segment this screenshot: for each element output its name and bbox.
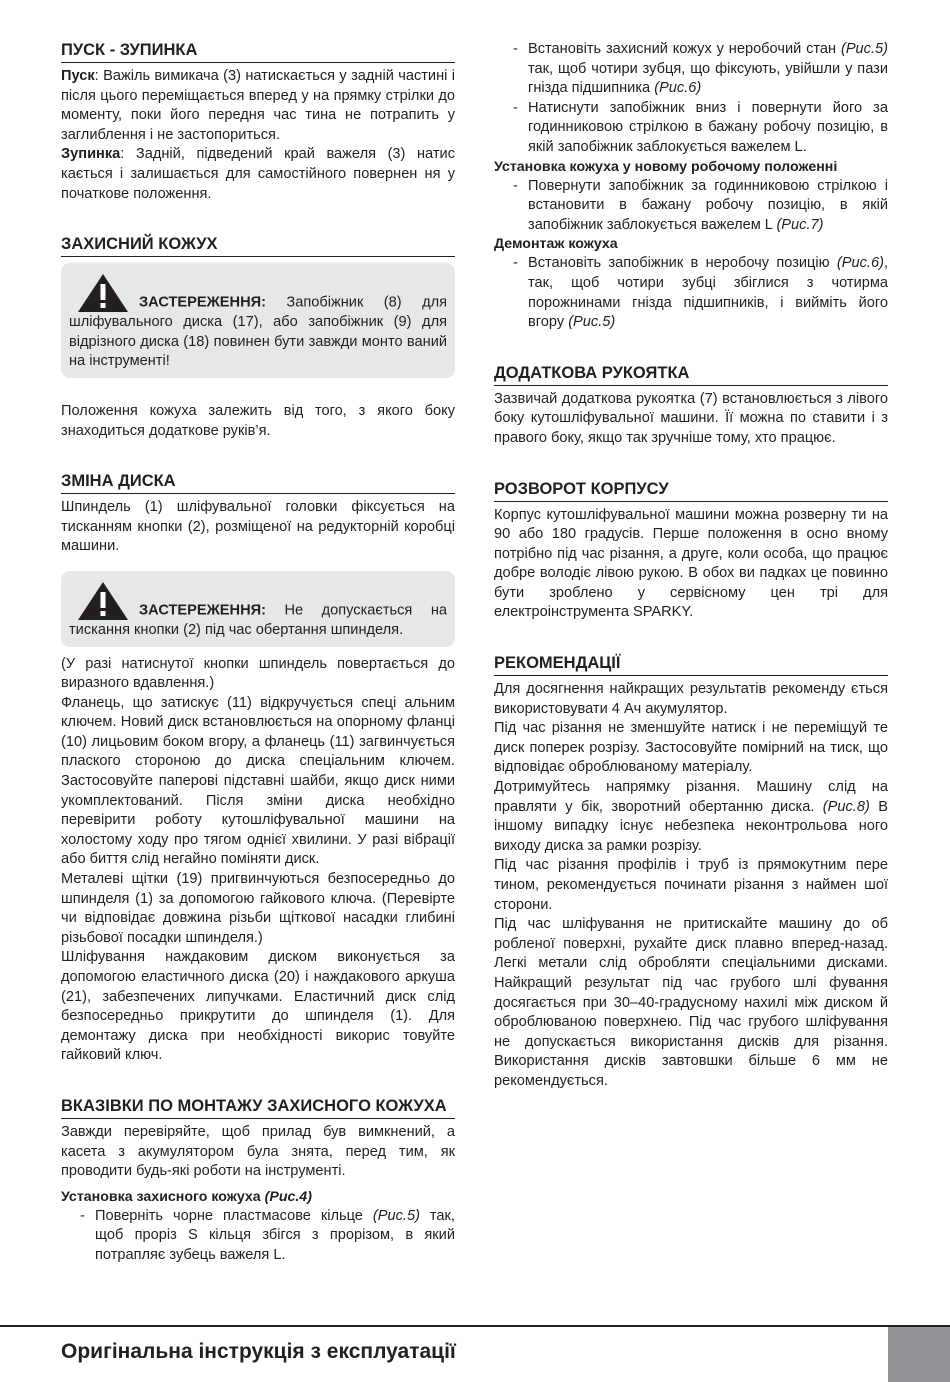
dash-bullet: - <box>513 255 518 272</box>
paragraph-grinding: Під час шліфування не притискайте машину до об робленої поверхні, рухайте диск плавно вперед-назад. Легкі метали слід обробляти спеціальними дисками. Найкращий результат під час грубого шлі фування досягається при 30–40-градусному нахилі між диском й оброблюваною поверхнею. Під час грубого шліфування не допускається використання дисків для різання. Використання дисків завтовшки більше 6 мм не рекомендується. <box>494 916 888 1089</box>
page-footer <box>0 1325 950 1382</box>
figure-ref: (Рис.6) <box>836 255 884 272</box>
warning-body: Не допускається на тискання кнопки (2) під час обертання шпинделя. <box>69 602 447 638</box>
paragraph-battery: Для досягнення найкращих результатів рекоменду ється використовувати 4 Ач акумулятор. <box>494 681 888 717</box>
paragraph-aux-handle: Зазвичай додаткова рукоятка (7) встановлюється з лівого боку кутошліфувальної машини. Її можна по ставити і з правого боку, якщо так зручніше тому, хто працює. <box>494 390 888 446</box>
paragraph-wire-brushes: Металеві щітки (19) пригвинчуються безпосередньо до шпинделя (1) за допомогою гайкового ключа. (Перевірте чи відповідає довжина різьби щіткової насадки глибині різьбової посадки шпинделя.) <box>61 871 455 946</box>
paragraph-cutting-direction <box>494 778 888 856</box>
section-title-start-stop: ПУСК - ЗУПИНКА <box>61 40 455 63</box>
paragraph-guard-position: Положення кожуха залежить від того, з якого боку знаходиться додаткове руків’я. <box>61 402 455 439</box>
figure-ref: (Рис.5) <box>372 1207 420 1224</box>
stop-label: Зупинка <box>61 146 121 163</box>
figure-ref: (Рис.5) <box>840 41 888 57</box>
list-item-text: Повернути запобіжник за годинниковою стрілкою і встановити в бажану робочу позицію, в якій запобіжник заблокується важелем L <box>528 177 888 233</box>
list-item <box>494 40 888 99</box>
stop-text: : Задній, підведений край важеля (3) натис кається і залишається для самостійного повернен ня у початкове положення. <box>61 146 455 202</box>
dash-bullet: - <box>80 1207 85 1224</box>
figure-ref: (Рис.7) <box>776 216 824 233</box>
paragraph-text: В іншому випадку існує небезпека неконтрольова ного виходу диска за рамки розрізу. <box>494 798 888 854</box>
footer-page-tab <box>888 1327 950 1382</box>
list-item-text: Поверніть чорне пластмасове кільце <box>95 1207 373 1224</box>
list-item-text: Встановіть захисний кожух у неробочий стан <box>528 41 841 57</box>
warning-triangle-icon <box>77 273 129 313</box>
paragraph-stop <box>61 145 455 204</box>
section-title-guard: ЗАХИСНИЙ КОЖУХ <box>61 234 455 257</box>
footer-title: Оригінальна інструкція з експлуатації <box>61 1340 456 1363</box>
warning-box-button <box>61 571 455 647</box>
paragraph-spindle: Шпиндель (1) шліфувальної головки фіксується на тисканням кнопки (2), розміщеної на редукторній коробці машини. <box>61 499 455 555</box>
paragraph-text: Дотримуйтесь напрямку різання. Машину слід на правляти у бік, зворотний обертанню диска. <box>494 779 888 815</box>
warning-box-guard <box>61 263 455 378</box>
warning-text-guard <box>69 273 447 372</box>
subheading-text: Установка захисного кожуха <box>61 1188 265 1205</box>
paragraph-profiles: Під час різання профілів і труб із прямокутним пере тином, рекомендується починати різання з наймен шої сторони. <box>494 857 888 913</box>
figure-ref: (Рис.8) <box>822 798 870 815</box>
paragraph-safety-check: Завжди перевіряйте, щоб прилад був вимкнений, а касета з акумулятором була знята, перед тим, як проводити будь-які роботи на інструменті. <box>61 1123 455 1180</box>
list-item-text: Встановіть запобіжник в неробочу позицію <box>528 255 837 272</box>
dash-bullet: - <box>513 177 518 194</box>
paragraph-cutting-pressure: Під час різання не зменшуйте натиск і не переміщуй те диск поперек розрізу. Застосовуйте помірний на тиск, що відповідає оброблюваному матеріалу. <box>494 720 888 776</box>
list-item <box>494 99 888 158</box>
figure-ref: (Рис.4) <box>264 1188 312 1205</box>
list-item-text: Натиснути запобіжник вниз і повернути його за годинниковою стрілкою в бажану робочу позицію, в якій запобіжник заблокується важелем L. <box>528 99 888 155</box>
start-text: : Важіль вимикача (3) натискається у задній частині і після цього переміщається вперед у на прямку стрілки до моменту, поки його передня час тина не потрапить у заглиблення і не застопориться. <box>61 68 455 143</box>
paragraph-flange: Фланець, що затискує (11) відкручується спеці альним ключем. Новий диск встановлюється на опорному фланці (10) лицьовим боком вгору, а фланець (11) загвинчується плаского стороною до диска спеціальним ключем. Застосовуйте паперові підставні шайби, якщо диск ними укомплектований. Після зміни диска необхідно перевірити роботу кутошліфувальної машини на холостому ходу про тягом однієї хвилини. У разі вібрації або биття слід негайно поміняти диск. <box>61 694 455 868</box>
start-label: Пуск <box>61 68 95 84</box>
section-title-guard-mounting: ВКАЗІВКИ ПО МОНТАЖУ ЗАХИСНОГО КОЖУХА <box>61 1096 455 1119</box>
left-column <box>61 40 455 1266</box>
paragraph-body-rotation: Корпус кутошліфувальної машини можна розверну ти на 90 або 180 градусів. Перше положення в осно вному потрібно під час різання, а друге, коли особа, що працює добре володіє лівою рукою. В обох ви падках це повинно бути зроблено у сервісному цен трі для електроінструмента SPARKY. <box>494 506 888 621</box>
figure-ref: (Рис.6) <box>654 80 702 97</box>
subheading-new-position: Установка кожуха у новому робочому положенні <box>494 158 838 175</box>
warning-label: ЗАСТЕРЕЖЕННЯ: <box>139 602 266 619</box>
right-column <box>494 40 888 1092</box>
paragraph-sanding: Шліфування наждаковим диском виконується за допомогою еластичного диска (20) і наждакового аркуша (21), забезпечених липучками. Еластичний диск слід безпосередньо прикрутити до шпинделя (1). Для демонтажу диска при необхідності викорис товуйте гайковий ключ. <box>61 949 455 1064</box>
warning-label: ЗАСТЕРЕЖЕННЯ: <box>139 294 266 311</box>
list-item-text: так, щоб чотири зубця, що фіксують, увійшли у пази гнізда підшипника <box>528 60 888 97</box>
warning-triangle-icon <box>77 581 129 621</box>
paragraph-start <box>61 67 455 145</box>
list-item <box>61 1207 455 1266</box>
list-item-text: так, щоб проріз S кільця збігся з прорізом, в який потрапляє зубець важеля L. <box>95 1207 455 1263</box>
subheading-guard-install <box>61 1188 455 1207</box>
warning-body: Запобіжник (8) для шліфувального диска (17), або запобіжник (9) для відрізного диска (18) повинен бути завжди монто ваний на інструменті! <box>69 294 447 370</box>
paragraph-pressed-button: (У разі натиснутої кнопки шпиндель повертається до виразного вдавлення.) <box>61 655 455 692</box>
dash-bullet: - <box>513 41 518 57</box>
section-title-body-rotation: РОЗВОРОТ КОРПУСУ <box>494 479 888 502</box>
dash-bullet: - <box>513 99 518 116</box>
list-item <box>494 177 888 236</box>
list-item <box>494 254 888 332</box>
figure-ref: (Рис.5) <box>568 314 616 331</box>
list-item-text: , так, щоб чотири зубці збіглися з чотирма порожнинами гнізда підшипників, і вийміть його вгору <box>528 255 888 331</box>
section-title-aux-handle: ДОДАТКОВА РУКОЯТКА <box>494 363 888 386</box>
subheading-guard-removal: Демонтаж кожуха <box>494 236 618 253</box>
warning-text-button <box>69 581 447 641</box>
section-title-recommendations: РЕКОМЕНДАЦІЇ <box>494 653 888 676</box>
section-title-disc-change: ЗМІНА ДИСКА <box>61 471 455 494</box>
